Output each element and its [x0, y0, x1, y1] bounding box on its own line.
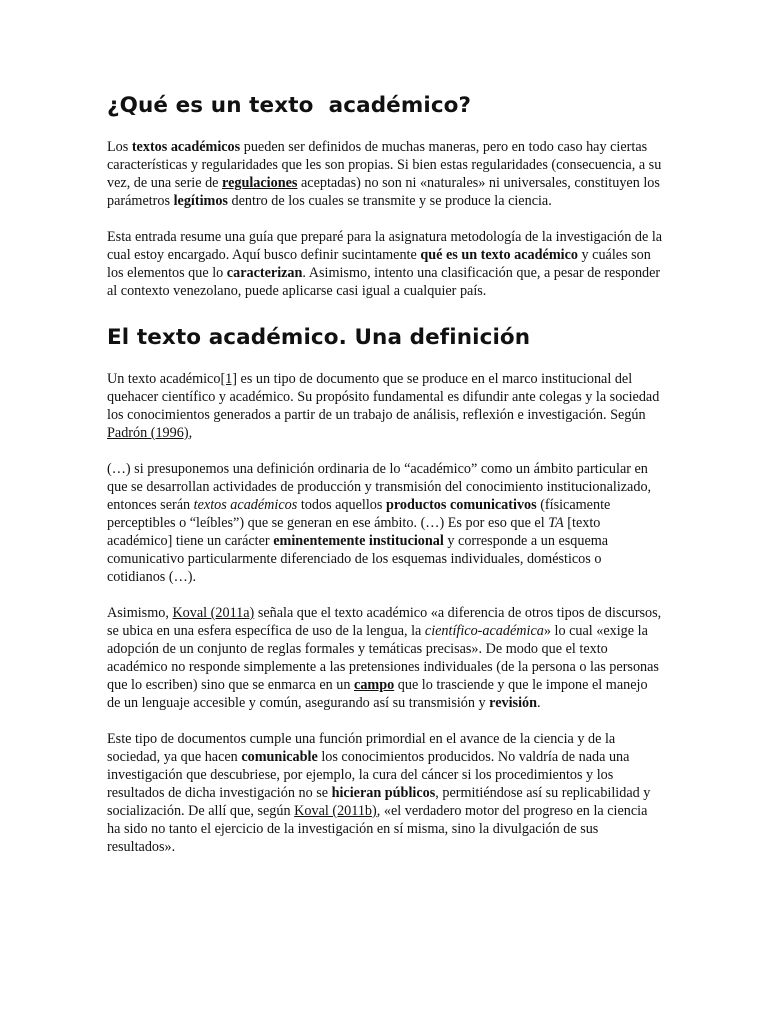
paragraph-5	[107, 604, 663, 712]
text: aceptadas) no son ni «naturales» ni universales, constituyen los parámetros	[107, 175, 660, 209]
text: señala que el texto académico «a diferencia de otros tipos de discursos, se ubica en una esfera específica de uso de la lengua, la	[107, 605, 662, 639]
bold-hicieran-publicos: hicieran públicos	[331, 785, 436, 801]
paragraph-2	[107, 228, 663, 300]
text: Un texto académico	[107, 371, 221, 387]
text: pueden ser definidos de muchas maneras, pero en todo caso hay ciertas características y regularidades que les son propias. Si bien estas regularidades (consecuencia, a su vez, de una serie de	[107, 139, 662, 191]
paragraph-1	[107, 138, 663, 210]
bold-productos-comunicativos: productos comunicativos	[385, 497, 537, 513]
link-padron-1996[interactable]: Padrón (1996)	[107, 425, 189, 441]
text: Los	[107, 139, 132, 155]
text: , permitiéndose así su replicabilidad y socialización. De allí que, según	[107, 785, 651, 819]
bold-revision: revisión	[489, 695, 537, 711]
text: Asimismo,	[107, 605, 173, 621]
text: (físicamente perceptibles o “leíbles”) que se generan en ese ámbito. (…) Es por eso que el	[107, 497, 611, 531]
paragraph-4-quote	[107, 460, 663, 586]
heading-definicion: El texto académico. Una definición	[107, 325, 531, 350]
link-koval-2011a[interactable]: Koval (2011a)	[172, 605, 255, 621]
bold-legitimos: legítimos	[173, 193, 228, 209]
text: Este tipo de documentos cumple una función primordial en el avance de la ciencia y de la sociedad, ya que hacen	[107, 731, 616, 765]
text: , «el verdadero motor del progreso en la ciencia ha sido no tanto el ejercicio de la investigación en sí misma, sino la divulgación de sus resultados».	[107, 803, 648, 855]
text: Esta entrada resume una guía que preparé para la asignatura metodología de la investigación de la cual estoy encargado. Aquí busco definir sucintamente	[107, 229, 663, 263]
link-koval-2011b[interactable]: Koval (2011b)	[294, 803, 377, 819]
text: y corresponde a un esquema comunicativo particularmente diferenciado de los esquemas individuales, domésticos o cotidianos (…).	[107, 533, 609, 585]
text: y cuáles son los elementos que lo	[107, 247, 651, 281]
text: ,	[188, 425, 193, 441]
bold-link-campo[interactable]: campo	[354, 677, 395, 693]
text: dentro de los cuales se transmite y se produce la ciencia.	[227, 193, 552, 209]
bold-comunicable: comunicable	[241, 749, 318, 765]
italic-ta: TA	[548, 515, 564, 531]
text: [texto académico] tiene un carácter	[107, 515, 601, 549]
footnote-link-1[interactable]: [1]	[220, 371, 237, 387]
bold-eminentemente-institucional: eminentemente institucional	[273, 533, 444, 549]
bold-link-regulaciones[interactable]: regulaciones	[222, 175, 298, 191]
document-page	[107, 92, 663, 874]
bold-que-es-un-texto-academico: qué es un texto académico	[420, 247, 578, 263]
text: .	[537, 695, 541, 711]
text: . Asimismo, intento una clasificación que, a pesar de responder al contexto venezolano, puede aplicarse casi igual a cualquier país.	[107, 265, 661, 299]
paragraph-3	[107, 370, 663, 442]
text: todos aquellos	[297, 497, 386, 513]
text: » lo cual «exige la adopción de un conjunto de reglas formales y temáticas precisas». De modo que el texto académico no responde simplemente a las pretensiones individuales (de la persona o las personas que lo escriben) sino que se enmarca en un	[107, 623, 659, 693]
text: es un tipo de documento que se produce en el marco institucional del quehacer científico y académico. Su propósito fundamental es difundir ante colegas y la sociedad los conocimientos generados a partir de un trabajo de análisis, reflexión e investigación. Según	[107, 371, 660, 423]
heading-que-es-texto-academico: ¿Qué es un texto académico?	[107, 93, 472, 118]
text: (…) si presuponemos una definición ordinaria de lo “académico” como un ámbito particular en que se desarrollan actividades de producción y transmisión del conocimiento institucionalizado, entonces serán	[107, 461, 652, 513]
paragraph-6	[107, 730, 663, 856]
bold-textos-academicos: textos académicos	[131, 139, 241, 155]
text: que lo trasciende y que le impone el manejo de un lenguaje accesible y común, asegurando así su transmisión y	[107, 677, 648, 711]
bold-caracterizan: caracterizan	[226, 265, 303, 281]
italic-cientifico-academica: científico-académica	[424, 623, 544, 639]
italic-textos-academicos: textos académicos	[193, 497, 298, 513]
text: los conocimientos producidos. No valdría de nada una investigación que descubriese, por ejemplo, la cura del cáncer si los procedimientos y los resultados de dicha investigación no se	[107, 749, 630, 801]
